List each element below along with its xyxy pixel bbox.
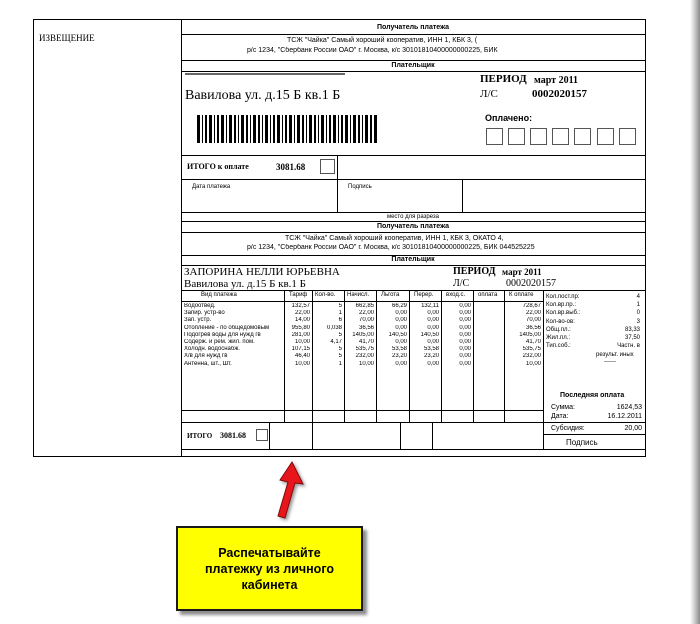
- row-7-topay: 232,00: [522, 353, 541, 360]
- top-account-value: 0002020157: [532, 88, 587, 100]
- side-info-value-2: 0: [636, 310, 640, 317]
- sum-value: 1624,53: [616, 404, 642, 411]
- bottom-recipient-line2: р/с 1234, "Сбербанк России ОАО" г. Москва, к/с 30101810400000000225, БИК 044525225: [247, 244, 535, 251]
- bottom-total-value: 3081.68: [220, 431, 246, 440]
- row-0-qty: 5: [338, 303, 342, 309]
- top-sign-divider: [462, 179, 463, 212]
- row-5-topay: 41,70: [525, 339, 541, 345]
- paid-box-4[interactable]: [552, 128, 569, 145]
- paid-box-7[interactable]: [619, 128, 636, 145]
- total-row-sep-1: [269, 422, 270, 449]
- row-7-recalc: 23,20: [423, 353, 439, 360]
- top-line-6: [181, 212, 645, 213]
- row-2-recalc: 0,00: [427, 317, 439, 324]
- side-info-extra1: результ. иных: [596, 352, 634, 358]
- subsidy-top-line: [543, 422, 645, 423]
- top-signature-label: Подпись: [348, 184, 372, 190]
- top-line-3: [181, 71, 645, 72]
- bottom-payer-header: Плательщик: [391, 256, 435, 263]
- row-4-charged: 1405,00: [352, 331, 374, 338]
- top-recipient-line1: ТСЖ "Чайка" Самый хороший кооператив, ИНН 1, КБК 3, (: [287, 37, 478, 44]
- row-5-qty: 4,17: [330, 339, 342, 345]
- row-1-qty: 1: [338, 310, 342, 317]
- row-1-type: Запир. устр-во: [184, 310, 225, 317]
- row-3-topay: 36,56: [525, 324, 541, 331]
- total-row-sep-4: [432, 422, 433, 449]
- col-header-benefit: Льгота: [381, 292, 400, 298]
- row-8-balance: 0,00: [459, 360, 471, 367]
- top-total-label: ИТОГО к оплате: [187, 162, 249, 171]
- outer-bottom-border: [33, 456, 646, 457]
- side-info-value-0: 4: [636, 294, 640, 300]
- row-7-benefit: 23,20: [391, 353, 407, 360]
- row-4-qty: 5: [338, 331, 342, 338]
- last-payment-header: Последняя оплата: [560, 392, 625, 399]
- col-header-paid: оплата: [478, 292, 498, 298]
- total-row-sep-2: [312, 422, 313, 449]
- top-date-label: Дата платежа: [192, 184, 231, 190]
- bottom-recipient-header: Получатель платежа: [376, 223, 450, 230]
- row-8-tariff: 10,00: [294, 360, 310, 367]
- row-5-balance: 0,00: [459, 339, 471, 345]
- top-line-5: [181, 179, 645, 180]
- row-5-benefit: 0,00: [395, 339, 407, 345]
- row-2-topay: 70,00: [525, 317, 541, 324]
- date-label: Дата:: [551, 413, 569, 420]
- row-4-balance: 0,00: [459, 331, 471, 338]
- notice-label: ИЗВЕЩЕНИЕ: [39, 33, 95, 43]
- col-header-charged: Начисл.: [347, 292, 370, 298]
- row-3-benefit: 0,00: [395, 324, 407, 331]
- bottom-table-top: [181, 290, 645, 291]
- outer-left-border: [33, 19, 34, 456]
- row-1-balance: 0,00: [459, 310, 471, 317]
- top-cutoff-text-strip: [185, 73, 345, 75]
- row-5-type: Содерж. и рем. жил. пом.: [184, 339, 255, 345]
- side-info-value-5: 37,50: [624, 335, 640, 341]
- row-6-charged: 535,75: [355, 346, 374, 353]
- row-2-benefit: 0,00: [395, 317, 407, 324]
- bottom-address: Вавилова ул. д.15 Б кв.1 Б: [184, 278, 306, 290]
- bottom-total-label: ИТОГО: [187, 432, 213, 440]
- side-info-label-4: Общ.пл.:: [546, 326, 571, 333]
- top-period-value: март 2011: [534, 75, 579, 86]
- row-4-recalc: 140,50: [420, 331, 439, 338]
- col-header-type: Вид платежа: [201, 292, 237, 298]
- row-1-benefit: 0,00: [395, 310, 407, 317]
- row-5-recalc: 0,00: [427, 339, 439, 345]
- side-info-label-5: Жил.пл.:: [546, 335, 571, 341]
- side-info-value-6: Частн. в: [617, 343, 640, 350]
- row-3-qty: 0,038: [326, 324, 342, 331]
- row-1-charged: 22,00: [358, 310, 374, 317]
- arrow-pointer-icon: [258, 458, 308, 524]
- row-8-type: Антенна, шт., Шт.: [184, 360, 232, 367]
- table-footer-line-2: [181, 422, 543, 423]
- side-info-label-1: Кол.вр.пр.:: [546, 302, 576, 309]
- row-4-benefit: 140,50: [388, 331, 407, 338]
- row-1-recalc: 0,00: [427, 310, 439, 317]
- window-edge-shadow: [690, 0, 700, 624]
- total-row-sep-3: [400, 422, 401, 449]
- top-payer-header: Плательщик: [391, 62, 435, 69]
- bottom-period-label: ПЕРИОД: [453, 266, 496, 277]
- paid-box-3[interactable]: [530, 128, 547, 145]
- row-2-balance: 0,00: [459, 317, 471, 324]
- bottom-account-label: Л/С: [453, 278, 470, 289]
- col-header-tariff: Тариф: [289, 292, 308, 298]
- row-7-tariff: 46,40: [294, 353, 310, 360]
- side-info-label-0: Кол.пост.пр:: [546, 294, 580, 300]
- top-account-label: Л/С: [480, 88, 498, 100]
- row-3-charged: 36,56: [358, 324, 374, 331]
- col-header-recalc: Перер.: [414, 292, 434, 298]
- bottom-recipient-line1: ТСЖ "Чайка" Самый хороший кооператив, ИНН 1, КБК 3, ОКАТО 4,: [285, 235, 504, 242]
- side-info-label-6: Тип.соб.:: [546, 343, 571, 350]
- row-4-topay: 1405,00: [519, 331, 541, 338]
- row-0-type: Водоотвед.: [184, 303, 216, 309]
- bottom-signature-label: Подпись: [566, 438, 598, 447]
- row-1-topay: 22,00: [525, 310, 541, 317]
- bottom-account-value: 0002020157: [506, 278, 556, 289]
- top-total-value: 3081.68: [276, 162, 306, 172]
- col-sep-9: [543, 290, 544, 449]
- col-header-balance: вход.с.: [446, 292, 466, 298]
- top-line-1: [181, 34, 645, 35]
- header-row-bottom: [181, 301, 543, 302]
- row-7-type: Х/в для нужд гв: [184, 353, 228, 360]
- row-6-topay: 535,75: [522, 346, 541, 353]
- row-8-benefit: 0,00: [395, 360, 407, 367]
- subsidy-label: Субсидия:: [551, 425, 585, 432]
- col-header-qty: Кол-во.: [315, 292, 336, 298]
- row-3-type: Отопление - по общедомовым: [184, 324, 270, 331]
- bottom-line-1: [181, 232, 645, 233]
- top-recipient-header: Получатель платежа: [376, 24, 450, 31]
- row-5-charged: 41,70: [358, 339, 374, 345]
- outer-top-border: [33, 19, 646, 20]
- sum-label: Сумма:: [551, 404, 575, 411]
- row-3-balance: 0,00: [459, 324, 471, 331]
- paid-label: Оплачено:: [485, 113, 533, 123]
- top-total-divider: [337, 155, 338, 212]
- side-info-value-3: 3: [636, 318, 640, 325]
- paid-box-1[interactable]: [486, 128, 503, 145]
- bottom-total-checkbox[interactable]: [256, 429, 268, 441]
- row-2-type: Зап. устр.: [184, 317, 212, 324]
- bottom-period-value: март 2011: [502, 267, 542, 277]
- barcode: [197, 115, 377, 143]
- subsidy-bottom-line: [543, 434, 645, 435]
- paid-box-5[interactable]: [574, 128, 591, 145]
- outer-right-border: [645, 19, 646, 456]
- row-7-qty: 5: [338, 353, 342, 360]
- paid-box-2[interactable]: [508, 128, 525, 145]
- row-4-tariff: 281,00: [291, 331, 310, 338]
- subsidy-value: 20,00: [624, 425, 642, 432]
- date-value: 16.12.2011: [607, 413, 642, 420]
- top-line-2: [181, 60, 645, 61]
- row-8-topay: 10,00: [525, 360, 541, 367]
- top-total-checkbox[interactable]: [320, 159, 335, 174]
- callout-box: [176, 526, 363, 611]
- side-info-extra2: ------: [604, 359, 616, 365]
- row-6-benefit: 53,58: [391, 346, 407, 353]
- col-header-topay: К оплате: [509, 292, 534, 298]
- top-line-4: [181, 155, 645, 156]
- row-0-benefit: 66,29: [391, 303, 407, 309]
- side-info-label-3: Кол-во-ов:: [546, 318, 575, 325]
- side-info-value-4: 83,33: [624, 326, 640, 333]
- row-8-qty: 1: [338, 360, 342, 367]
- row-0-topay: 728,67: [522, 303, 541, 309]
- row-3-tariff: 955,80: [291, 324, 310, 331]
- col-sep-7: [473, 290, 474, 422]
- row-4-type: Подогрев воды для нужд гв: [184, 331, 261, 338]
- side-info-label-2: Кол.вр.выб.:: [546, 310, 581, 317]
- row-3-recalc: 0,00: [427, 324, 439, 331]
- cut-line-label: место для разреза: [386, 214, 440, 220]
- row-5-tariff: 10,00: [294, 339, 310, 345]
- side-info-value-1: 1: [636, 302, 640, 309]
- callout-text: Распечатывайте платежку из личного кабинета: [204, 545, 334, 592]
- stub-divider: [181, 19, 182, 456]
- row-6-tariff: 107,15: [291, 346, 310, 353]
- top-period-label: ПЕРИОД: [480, 73, 527, 85]
- row-8-recalc: 0,00: [427, 360, 439, 367]
- cut-line: [181, 221, 645, 222]
- total-row-bottom: [181, 449, 645, 450]
- row-0-recalc: 132,11: [421, 303, 439, 309]
- row-6-qty: 5: [338, 346, 342, 353]
- row-6-type: Холодн. водоснабж.: [184, 346, 240, 353]
- row-2-qty: 6: [338, 317, 342, 324]
- row-6-recalc: 53,58: [423, 346, 439, 353]
- row-7-balance: 0,00: [459, 353, 471, 360]
- row-8-charged: 10,00: [358, 360, 374, 367]
- row-1-tariff: 22,00: [294, 310, 310, 317]
- top-address: Вавилова ул. д.15 Б кв.1 Б: [185, 88, 341, 103]
- top-recipient-line2: р/с 1234, "Сбербанк России ОАО" г. Москва, к/с 30101810400000000225, БИК: [247, 47, 498, 54]
- row-6-balance: 0,00: [459, 346, 471, 353]
- row-0-balance: 0,00: [459, 303, 471, 309]
- row-0-charged: 662,85: [355, 303, 374, 309]
- row-7-charged: 232,00: [355, 353, 374, 360]
- bottom-payer-name: ЗАПОРИНА НЕЛЛИ ЮРЬЕВНА: [184, 266, 340, 278]
- table-footer-line-1: [181, 410, 543, 411]
- row-2-tariff: 14,00: [294, 317, 310, 324]
- paid-box-6[interactable]: [597, 128, 614, 145]
- row-2-charged: 70,00: [358, 317, 374, 324]
- row-0-tariff: 132,57: [291, 303, 310, 309]
